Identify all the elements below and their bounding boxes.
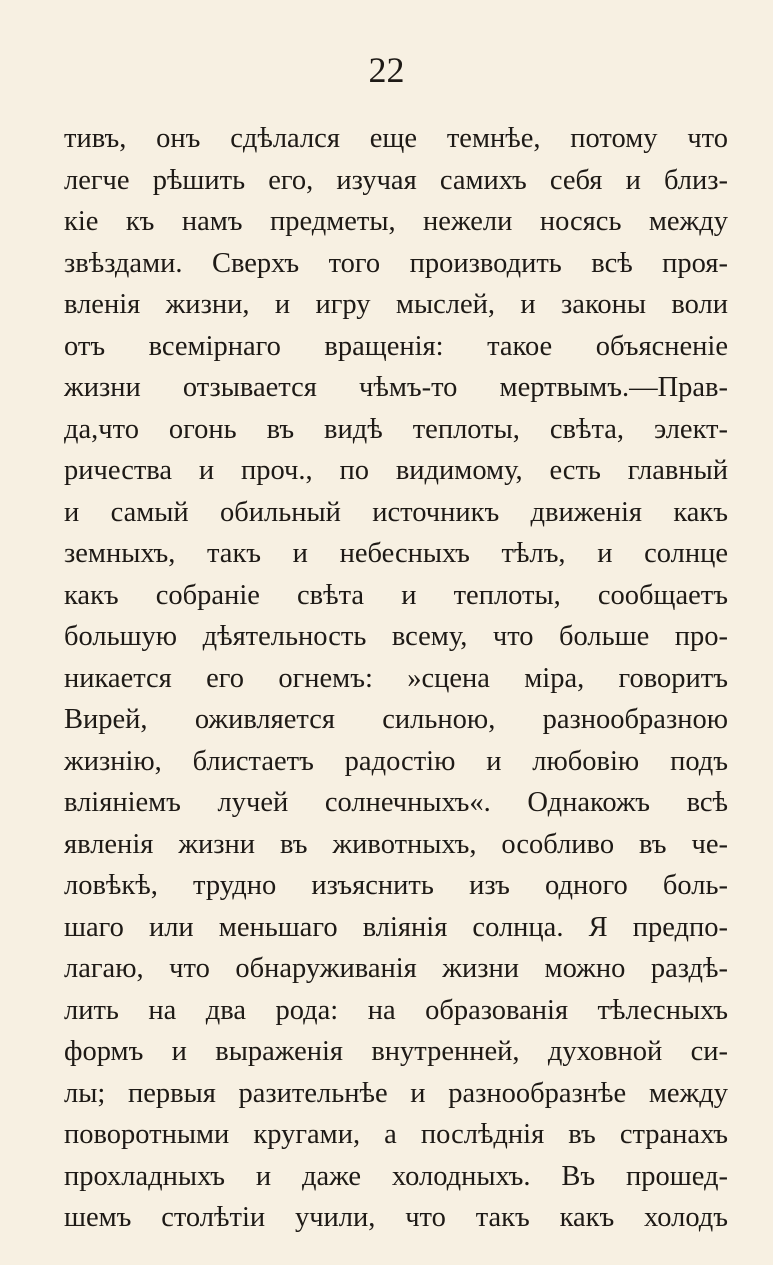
text-line: и самый обильный источникъ движенія какъ xyxy=(64,496,728,528)
text-line: лы; первыя разительнѣе и разнообразнѣе между xyxy=(64,1077,728,1109)
text-line: да,что огонь въ видѣ теплоты, свѣта, элект- xyxy=(64,413,728,445)
text-line: Вирей, оживляется сильною, разнообразною xyxy=(64,704,728,735)
text-line: кіе къ намъ предметы, нежели носясь между xyxy=(64,206,728,237)
text-line: лагаю, что обнаруживанія жизни можно раздѣ- xyxy=(64,953,728,984)
body-text xyxy=(64,118,728,1239)
text-line: шемъ столѣтіи учили, что такъ какъ холодъ xyxy=(64,1202,728,1233)
text-line: легче рѣшить его, изучая самихъ себя и близ- xyxy=(64,164,728,196)
text-line: земныхъ, такъ и небесныхъ тѣлъ, и солнце xyxy=(64,538,728,569)
text-line: формъ и выраженія внутренней, духовной си- xyxy=(64,1036,728,1067)
text-line: поворотными кругами, а послѣднія въ странахъ xyxy=(64,1119,728,1150)
text-line: вленія жизни, и игру мыслей, и законы воли xyxy=(64,289,728,320)
text-line: лить на два рода: на образованія тѣлесныхъ xyxy=(64,994,728,1026)
text-line: вліяніемъ лучей солнечныхъ«. Однакожъ всѣ xyxy=(64,787,728,818)
text-line: отъ всемірнаго вращенія: такое объясненіе xyxy=(64,330,728,362)
text-line: явленія жизни въ животныхъ, особливо въ че- xyxy=(64,828,728,860)
text-line: ловѣкѣ, трудно изъяснить изъ одного боль- xyxy=(64,870,728,901)
text-line: какъ собраніе свѣта и теплоты, сообщаетъ xyxy=(64,579,728,611)
text-line: прохладныхъ и даже холодныхъ. Въ прошед- xyxy=(64,1160,728,1192)
text-line: большую дѣятельность всему, что больше про- xyxy=(64,621,728,652)
page-number: 22 xyxy=(368,50,405,90)
text-line: жизнію, блистаетъ радостію и любовію подъ xyxy=(64,745,728,777)
text-line: звѣздами. Сверхъ того производить всѣ проя- xyxy=(64,247,728,279)
text-line: ричества и проч., по видимому, есть главный xyxy=(64,455,728,486)
text-line: никается его огнемъ: »сцена міра, говоритъ xyxy=(64,662,728,694)
text-line: тивъ, онъ сдѣлался еще темнѣе, потому что xyxy=(64,123,728,154)
text-line: жизни отзывается чѣмъ-то мертвымъ.—Прав- xyxy=(64,372,728,403)
text-line: шаго или меньшаго вліянія солнца. Я предпо- xyxy=(64,911,728,943)
